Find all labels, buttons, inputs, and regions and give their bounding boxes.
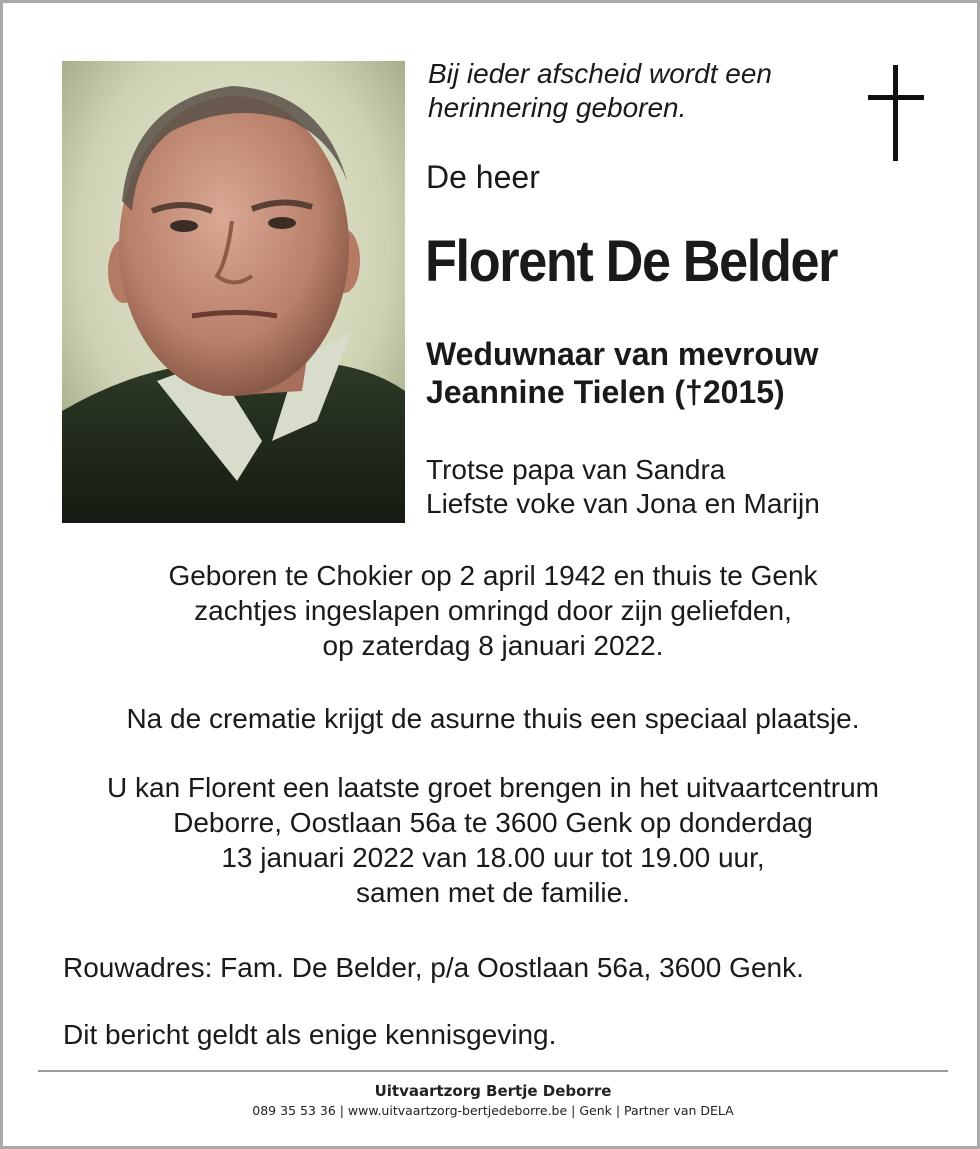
mourning-address: Rouwadres: Fam. De Belder, p/a Oostlaan 56a, 3600 Genk. — [63, 952, 804, 983]
farewell-line-1: U kan Florent een laatste groet brengen in het uitvaartcentrum — [107, 772, 879, 803]
quote-line-1: Bij ieder afscheid wordt een — [428, 58, 772, 89]
birth-death-paragraph — [43, 558, 943, 663]
funeral-company-info: 089 35 53 36 | www.uitvaartzorg-bertjedeborre.be | Genk | Partner van DELA — [252, 1103, 734, 1118]
family-line-1: Trotse papa van Sandra — [426, 454, 726, 485]
farewell-line-4: samen met de familie. — [356, 877, 630, 908]
family-line-2: Liefste voke van Jona en Marijn — [426, 488, 820, 519]
birth-death-line-2: zachtjes ingeslapen omringd door zijn geliefden, — [194, 595, 792, 626]
birth-death-line-1: Geboren te Chokier op 2 april 1942 en thuis te Genk — [168, 560, 818, 591]
cremation-line: Na de crematie krijgt de asurne thuis een speciaal plaatsje. — [126, 703, 860, 734]
notice-text: Dit bericht geldt als enige kennisgeving. — [63, 1019, 557, 1050]
farewell-line-3: 13 januari 2022 van 18.00 uur tot 19.00 uur, — [221, 842, 765, 873]
widower-line-1: Weduwnaar van mevrouw — [426, 336, 819, 372]
footer-divider — [38, 1070, 948, 1072]
quote-line-2: herinnering geboren. — [428, 92, 687, 123]
portrait-photo — [62, 61, 405, 523]
cremation-paragraph — [43, 701, 943, 736]
deceased-name: Florent De Belder — [425, 229, 838, 294]
widower-text — [426, 335, 818, 411]
opening-quote — [428, 57, 848, 125]
salutation: De heer — [426, 159, 540, 195]
family-text — [426, 453, 820, 521]
widower-line-2: Jeannine Tielen (†2015) — [426, 374, 785, 410]
farewell-paragraph — [43, 770, 943, 910]
farewell-line-2: Deborre, Oostlaan 56a te 3600 Genk op donderdag — [173, 807, 813, 838]
funeral-company-name: Uitvaartzorg Bertje Deborre — [374, 1082, 612, 1100]
cross-icon — [868, 65, 924, 161]
birth-death-line-3: op zaterdag 8 januari 2022. — [322, 630, 664, 661]
